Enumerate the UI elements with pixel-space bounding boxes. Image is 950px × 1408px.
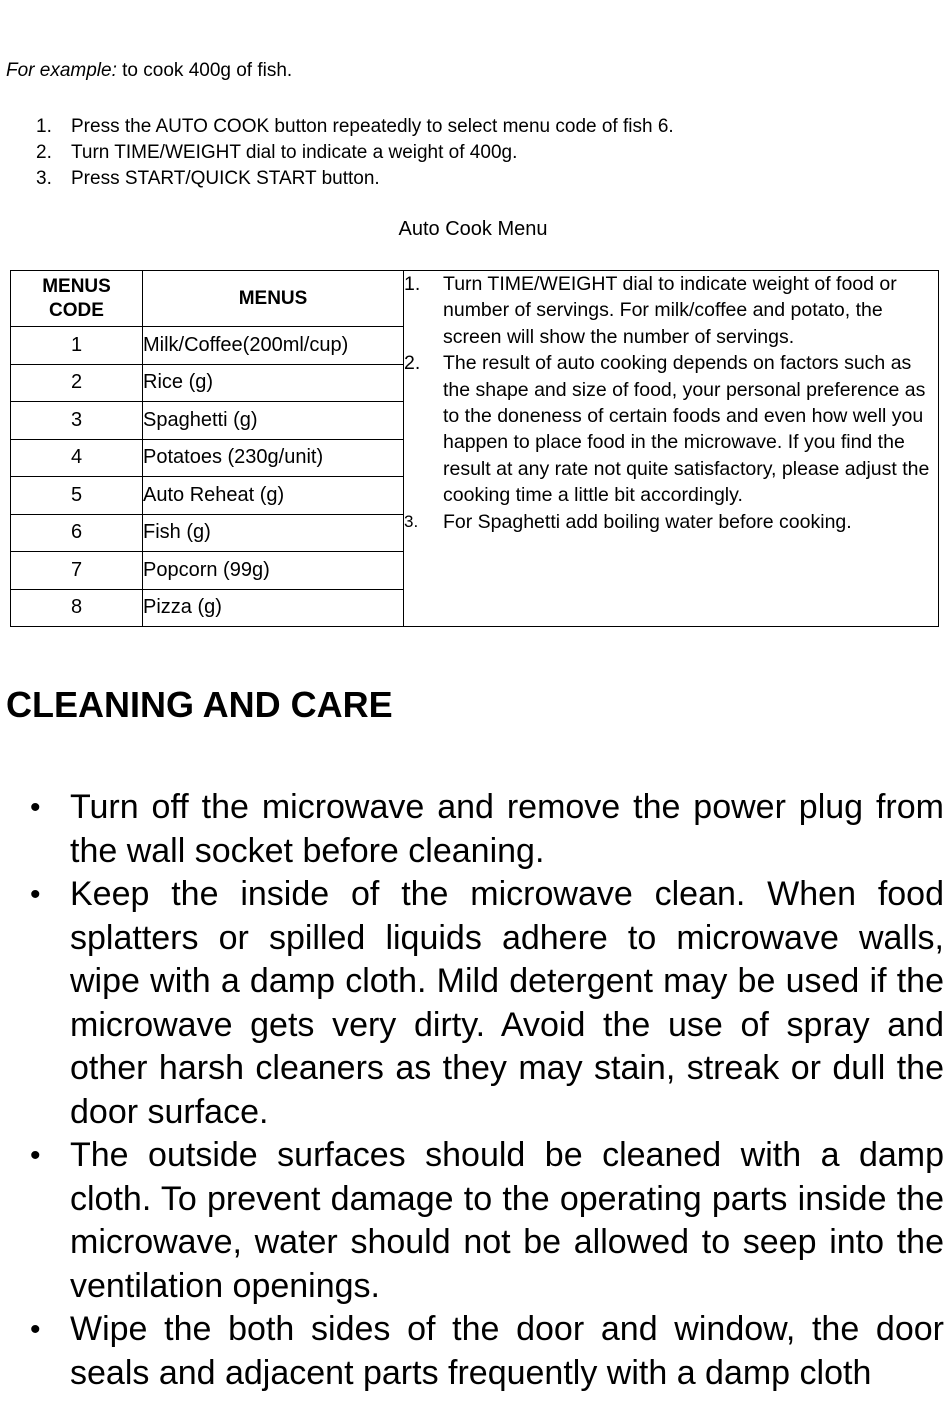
menu-code-cell: 5 <box>11 477 143 515</box>
step-item <box>36 114 674 140</box>
notes-list <box>404 271 938 535</box>
menu-name-cell: Milk/Coffee(200ml/cup) <box>143 327 404 365</box>
bullet-icon: • <box>30 1313 41 1346</box>
cleaning-care-heading: CLEANING AND CARE <box>6 684 393 725</box>
auto-cook-menu-title: Auto Cook Menu <box>398 218 548 240</box>
care-text: Wipe the both sides of the door and window, the door seals and adjacent parts frequently with a damp cloth <box>70 1310 944 1392</box>
menu-name-cell: Potatoes (230g/unit) <box>143 439 404 477</box>
care-text: Keep the inside of the microwave clean. When food splatters or spilled liquids adhere to microwave walls, wipe with a damp cloth. Mild detergent may be used if the microwave gets very dirty. Avoid the use of spray and other harsh cleaners as they may stain, streak or dull the door surface. <box>70 875 944 1131</box>
menu-name-cell: Spaghetti (g) <box>143 402 404 440</box>
note-text: For Spaghetti add boiling water before cooking. <box>443 510 852 533</box>
bullet-icon: • <box>30 791 41 824</box>
menu-code-cell: 4 <box>11 439 143 477</box>
note-number: 1. <box>404 273 421 295</box>
table-header-row <box>11 271 939 327</box>
bullet-icon: • <box>30 1139 41 1172</box>
menu-name-cell: Auto Reheat (g) <box>143 477 404 515</box>
note-text: The result of auto cooking depends on factors such as the shape and size of food, your personal preference as to the doneness of certain foods and even how well you happen to place food in the microwave. If you find the result at any rate not quite satisfactory, please adjust the cooking time a little bit accordingly. <box>443 352 930 507</box>
menu-code-cell: 6 <box>11 514 143 552</box>
step-number: 3. <box>36 168 52 189</box>
step-number: 1. <box>36 116 52 137</box>
menu-name-cell: Rice (g) <box>143 364 404 402</box>
list-item <box>30 1134 944 1308</box>
header-code-line1: MENUS <box>42 275 111 297</box>
note-item <box>404 509 938 535</box>
auto-cook-table <box>10 270 939 627</box>
header-code-line2: CODE <box>49 299 104 321</box>
note-item <box>404 271 938 350</box>
cleaning-care-list <box>30 786 944 1395</box>
menu-code-cell: 1 <box>11 327 143 365</box>
menu-code-cell: 2 <box>11 364 143 402</box>
step-text: Press START/QUICK START button. <box>71 168 380 189</box>
note-item <box>404 350 938 508</box>
step-text: Press the AUTO COOK button repeatedly to select menu code of fish 6. <box>71 116 674 137</box>
notes-cell <box>404 271 939 627</box>
bullet-icon: • <box>30 878 41 911</box>
note-text: Turn TIME/WEIGHT dial to indicate weight of food or number of servings. For milk/coffee and potato, the screen will show the number of servings. <box>443 273 897 348</box>
menu-name-cell: Pizza (g) <box>143 589 404 627</box>
step-item <box>36 140 674 166</box>
header-menus-code <box>11 271 143 327</box>
care-text: Turn off the microwave and remove the power plug from the wall socket before cleaning. <box>70 788 944 870</box>
example-text: to cook 400g of fish. <box>116 60 293 81</box>
header-menus: MENUS <box>143 271 404 327</box>
menu-code-cell: 7 <box>11 552 143 590</box>
note-number: 2. <box>404 352 421 375</box>
step-item <box>36 166 674 192</box>
step-text: Turn TIME/WEIGHT dial to indicate a weight of 400g. <box>71 142 518 163</box>
list-item <box>30 1308 944 1395</box>
example-prefix: For example: <box>6 60 117 81</box>
menu-code-cell: 3 <box>11 402 143 440</box>
menu-name-cell: Fish (g) <box>143 514 404 552</box>
list-item <box>30 786 944 873</box>
instruction-steps <box>36 114 674 192</box>
example-line <box>6 60 292 82</box>
care-text: The outside surfaces should be cleaned with a damp cloth. To prevent damage to the operating parts inside the microwave, water should not be allowed to seep into the ventilation openings. <box>70 1136 944 1305</box>
note-number: 3. <box>404 511 419 531</box>
step-number: 2. <box>36 142 52 163</box>
list-item <box>30 873 944 1134</box>
menu-code-cell: 8 <box>11 589 143 627</box>
menu-name-cell: Popcorn (99g) <box>143 552 404 590</box>
